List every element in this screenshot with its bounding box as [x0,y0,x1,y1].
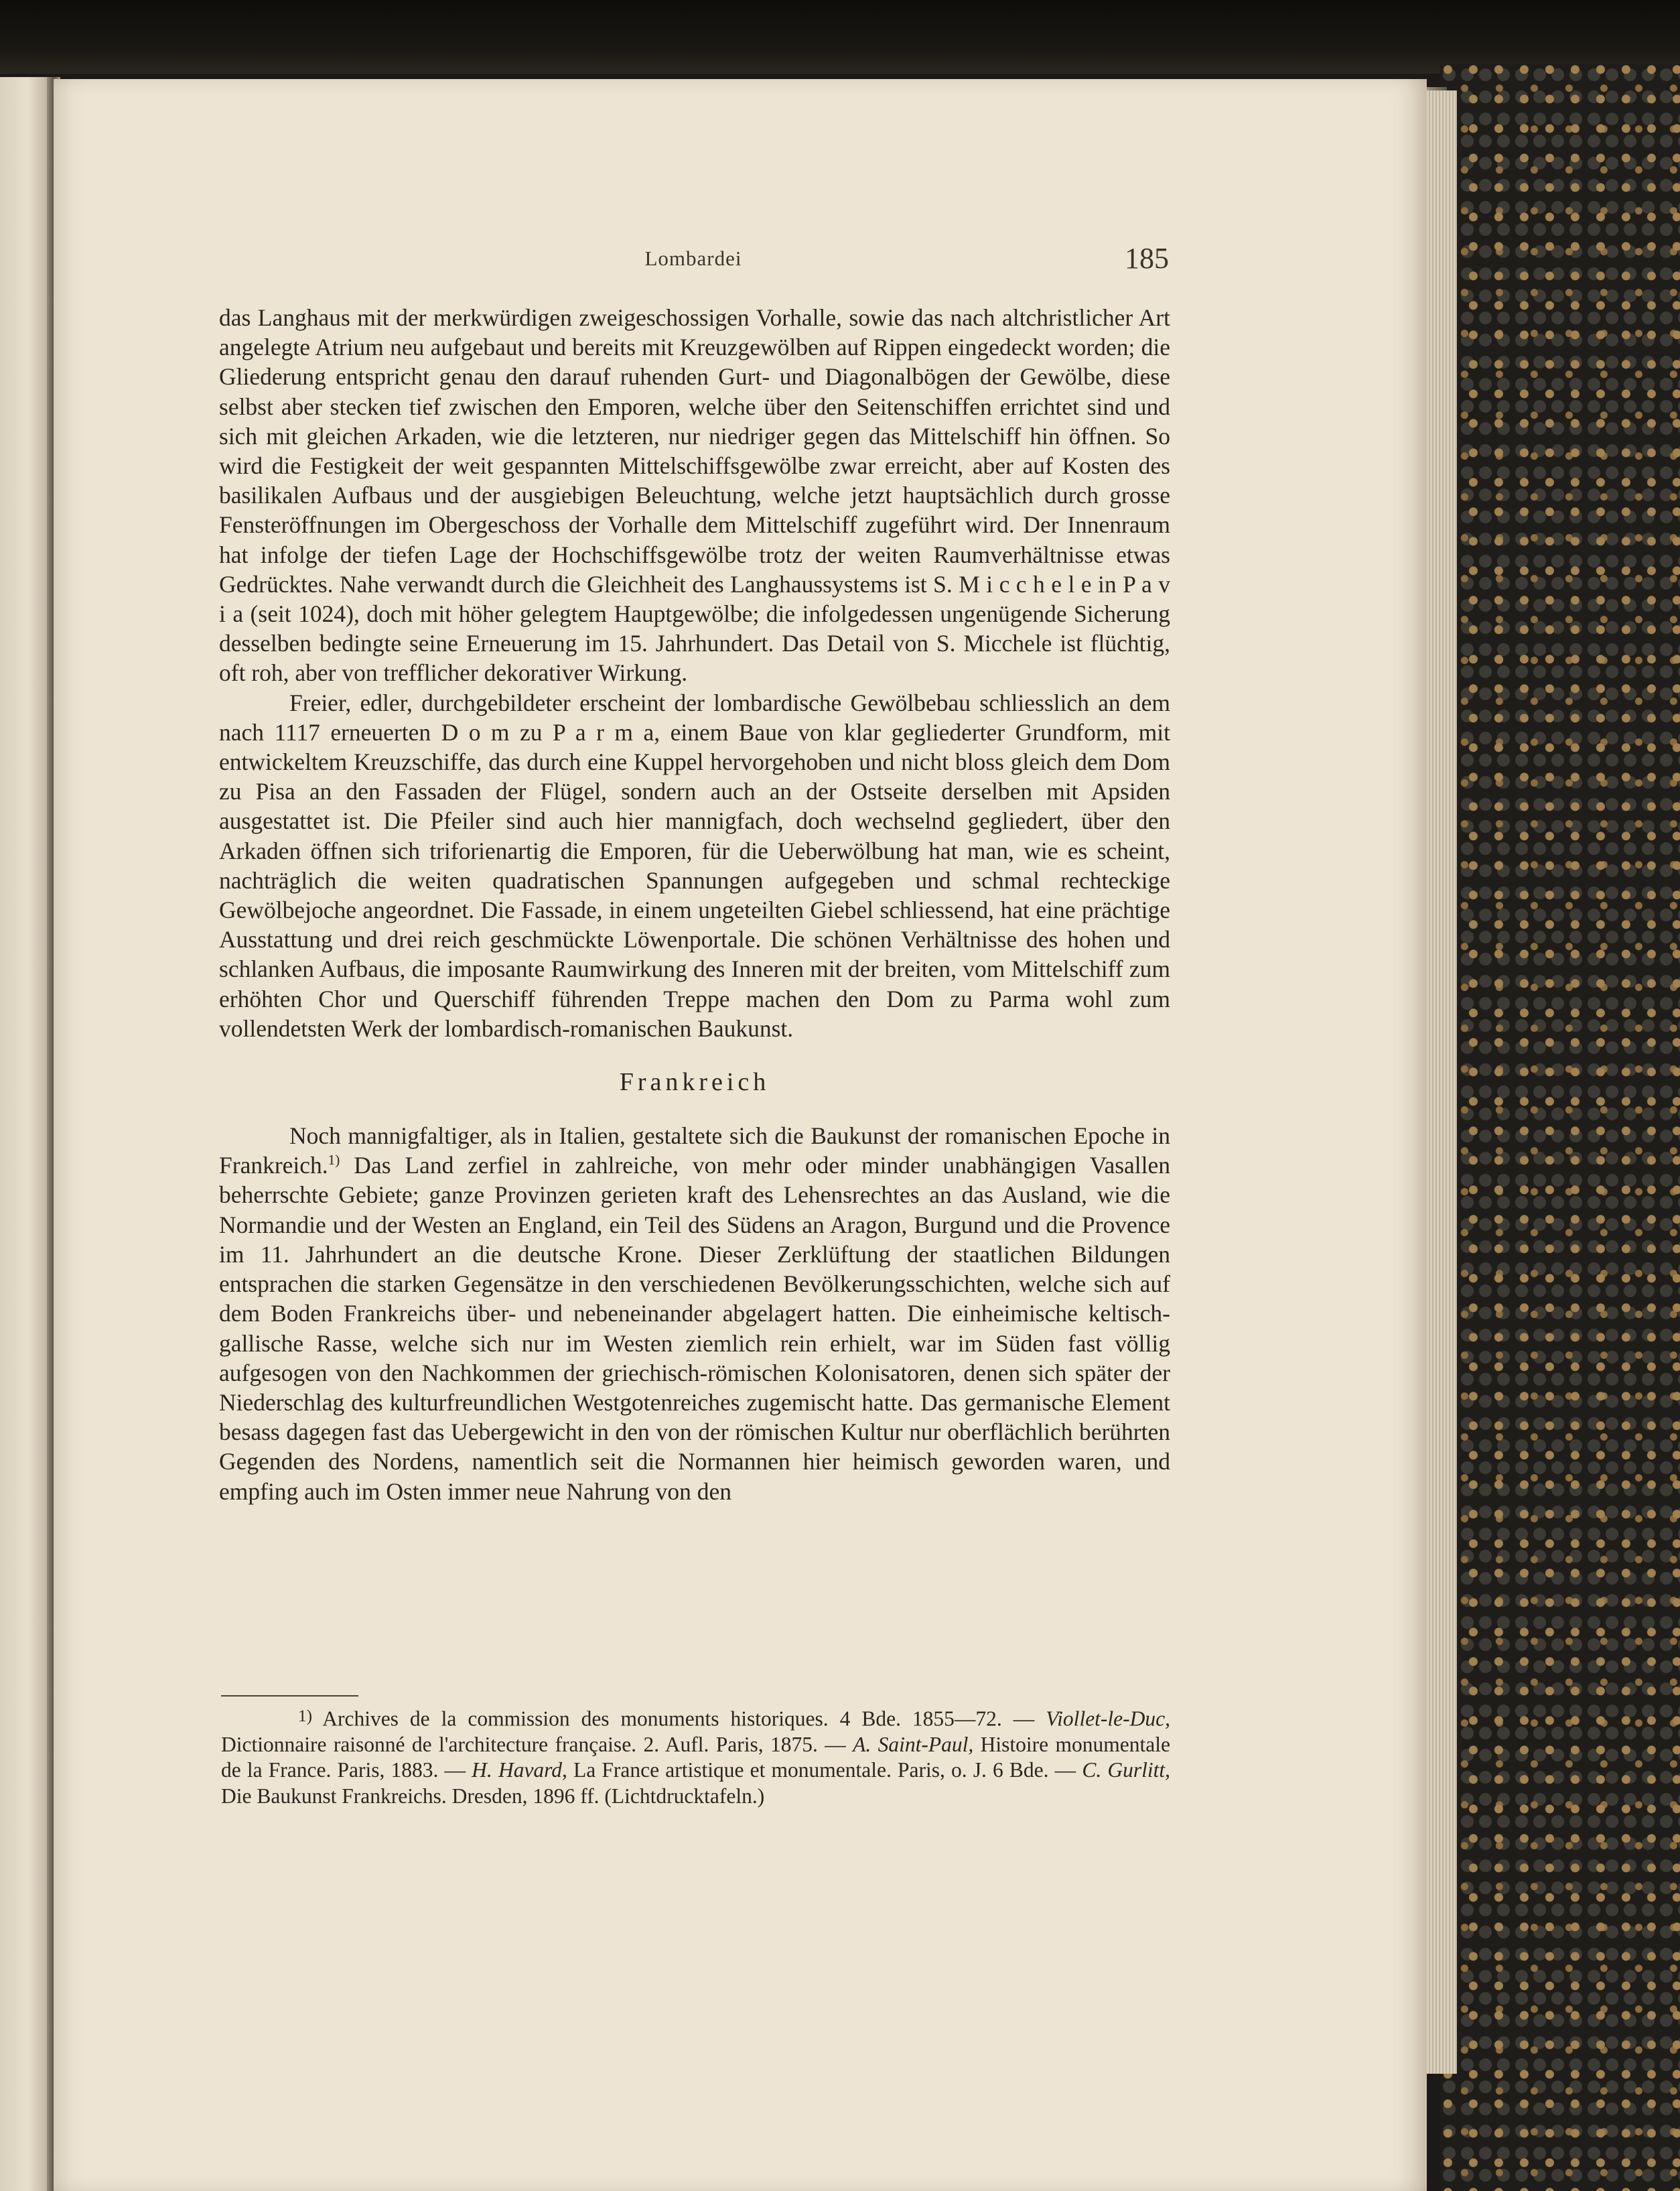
book-cover-marbled [1440,64,1680,2191]
paragraph-2: Freier, edler, durchgebildeter erscheint der lombardische Gewölbebau schliesslich an dem nach 1117 erneuerten D o m zu P a r m a, einem Baue von klar gegliederter Grundform, mit entwickeltem Kreuzschiffe, das durch eine Kuppel hervorgehoben und nicht bloss gleich dem Dom zu Pisa an den Fassaden der Flügel, sondern auch an der Ostseite derselben mit Apsiden ausgestattet ist. Die Pfeiler sind auch hier mannigfach, doch wechselnd gegliedert, über den Arkaden öffnen sich triforienartig die Emporen, für die Ueberwölbung hat man, wie es scheint, nachträglich die weiten quadratischen Spannungen aufgegeben und schmal rechteckige Gewölbejoche angeordnet. Die Fassade, in einem ungeteilten Giebel schliessend, hat eine prächtige Ausstattung und drei reich geschmückte Löwenportale. Die schönen Verhältnisse des hohen und schlanken Aufbaus, die imposante Raumwirkung des Inneren mit der breiten, vom Mittelschiff zum erhöhten Chor und Querschiff führenden Treppe machen den Dom zu Parma wohl zum vollendetsten Werk der lombardisch-romanischen Baukunst. [219,689,1170,1042]
page-number: 185 [1125,242,1169,275]
footnote [221,1704,1170,1809]
paragraph-3-rest: Das Land zerfiel in zahlreiche, von mehr oder minder unabhängigen Vasallen beherrschte Gebiete; ganze Provinzen gerieten kraft des Lehensrechtes an das Ausland, wie die Normandie und der Westen an England, ein Teil des Südens an Aragon, Burgund und die Provence im 11. Jahrhundert an die deutsche Krone. Dieser Zerklüftung der staatlichen Bildungen entsprachen die starken Gegensätze in den verschiedenen Bevölkerungsschichten, welche sich auf dem Boden Frankreichs über- und nebeneinander abgelagert hatten. Die einheimische keltisch-gallische Rasse, welche sich nur im Westen ziemlich rein erhielt, war im Süden fast völlig aufgesogen von den Nachkommen der griechisch-römischen Kolonisatoren, denen sich später der Niederschlag des kulturfreundlichen Westgotenreiches zugemischt hatte. Das germanische Element besass dagegen fast das Uebergewicht in den von der römischen Kultur nur oberflächlich berührten Gegenden des Nordens, namentlich seit die Normannen hier heimisch geworden waren, und empfing auch im Osten immer neue Nahrung von den [219,1152,1170,1505]
footnote-reference: 1) [328,1152,340,1169]
footnote-part: Histoire monumentale de la France. Paris, 1883. — [221,1732,1170,1782]
scan-background [0,0,1680,74]
footnote-author: H. Havard, [472,1758,567,1782]
running-title: Lombardei [644,247,742,270]
footnote-author: Viollet-le-Duc, [1046,1707,1170,1731]
footnote-author: A. Saint-Paul, [853,1732,974,1756]
footnote-part: Die Baukunst Frankreichs. Dresden, 1896 ff. (Lichtdrucktafeln.) [221,1784,765,1808]
running-head [218,241,1169,281]
footnote-author: C. Gurlitt, [1082,1758,1170,1782]
facing-page-edge [0,77,50,2191]
section-heading: Frankreich [619,1068,770,1097]
footnote-mark: 1) [298,1707,312,1725]
footnote-part: La France artistique et monumentale. Paris, o. J. 6 Bde. — [567,1758,1082,1782]
paragraph-3 [219,1121,1170,1506]
body-text [219,303,1170,1506]
footnote-part: Archives de la commission des monuments historiques. 4 Bde. 1855—72. — [311,1707,1046,1731]
page-fore-edge [1427,90,1457,2074]
paragraph-1: das Langhaus mit der merkwürdigen zweigeschossigen Vorhalle, sowie das nach altchristlicher Art angelegte Atrium neu aufgebaut und bereits mit Kreuzgewölben auf Rippen eingedeckt worden; die Gliederung entspricht genau den darauf ruhenden Gurt- und Diagonalbögen der Gewölbe, diese selbst aber stecken tief zwischen den Emporen, welche über den Seitenschiffen errichtet sind und sich mit gleichen Arkaden, wie die letzteren, nur niedriger gegen das Mittelschiff hin öffnen. So wird die Festigkeit der weit gespannten Mittelschiffsgewölbe zwar erreicht, aber auf Kosten des basilikalen Aufbaus und der ausgiebigen Beleuchtung, welche jetzt hauptsächlich durch grosse Fensteröffnungen im Obergeschoss der Vorhalle dem Mittelschiff zugeführt wird. Der Innenraum hat infolge der tiefen Lage der Hochschiffsgewölbe trotz der weiten Raumverhältnisse etwas Gedrücktes. Nahe verwandt durch die Gleichheit des Langhaussystems ist S. M i c c h e l e in P a v i a (seit 1024), doch mit höher gelegtem Hauptgewölbe; die infolgedessen ungenügende Sicherung desselben bedingte seine Erneuerung im 15. Jahrhundert. Das Detail von S. Micchele ist flüchtig, oft roh, aber von trefflicher dekorativer Wirkung. [219,304,1170,687]
footnote-text [221,1704,1170,1809]
footnote-rule [221,1695,358,1697]
paragraph-3-start: Noch mannigfaltiger, als in Italien, gestaltete sich die Baukunst der romanischen Epoche in Frankreich. [219,1122,1170,1179]
footnote-part: Dictionnaire raisonné de l'architecture française. 2. Aufl. Paris, 1875. — [221,1732,853,1756]
